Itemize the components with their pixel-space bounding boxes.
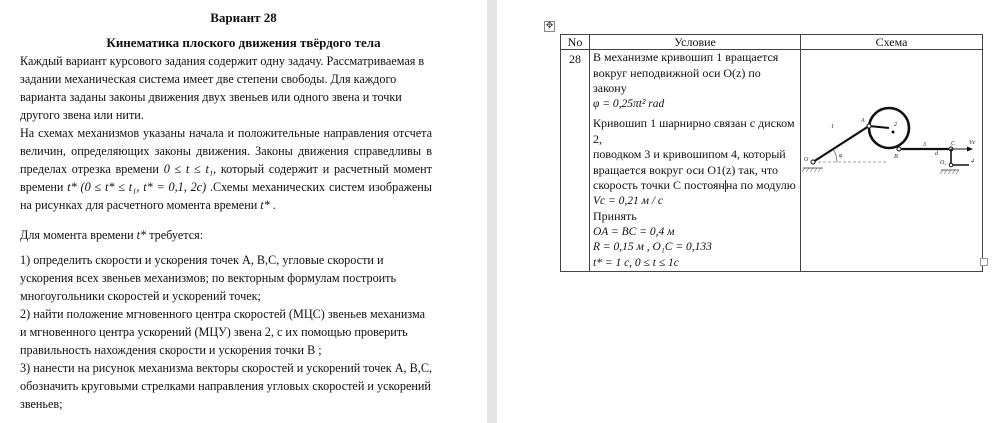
mechanism-diagram xyxy=(801,58,982,178)
schemes-text-post: .Схемы механических систем изображены на рисунках для расчетного момента времени xyxy=(20,180,432,212)
joint-a xyxy=(867,124,871,128)
moment-text-pre: Для момента времени xyxy=(20,228,137,242)
document-page-left xyxy=(0,0,487,423)
task-item-2: 2) найти положение мгновенного центра скоростей (МЦС) звеньев механизма и мгновенного центра ускорений (МЦУ) звена 2, с их помощью проверить правильность нахождения скорости и ускорения точки В ; xyxy=(20,307,426,357)
condition-line-6 xyxy=(590,178,800,194)
label-point-b: B xyxy=(894,154,898,160)
disk-center xyxy=(892,131,895,134)
link-a-disk xyxy=(869,126,889,128)
label-disk-2: 2 xyxy=(894,122,897,128)
label-crank-1: 1 xyxy=(831,124,834,130)
row-number: 28 xyxy=(561,50,590,272)
label-point-a: A xyxy=(861,118,865,124)
moment-symbol: t* . xyxy=(260,198,276,212)
pivot-o1 xyxy=(949,163,953,167)
label-crank-4: 4 xyxy=(971,159,974,165)
condition-line-6a: скорость точки С постоян xyxy=(593,178,725,192)
moment-t-symbol: t* xyxy=(136,228,147,242)
label-phi: φ xyxy=(839,153,843,159)
dimensions-formula-1: OA = BC = 0,4 м xyxy=(593,225,675,238)
label-o1: O₁ xyxy=(940,160,947,166)
intro-paragraph: Каждый вариант курсового задания содержит одну задачу. Рассматриваемая в задании механическая система имеет две степени свободы. Для каждого варианта заданы законы движения двух звеньев или одного звена и точки другого звена или нити. xyxy=(20,54,425,122)
ground-hatch-o xyxy=(802,168,821,172)
table-resize-handle-icon[interactable] xyxy=(980,258,988,266)
schemes-paragraph xyxy=(20,124,432,214)
dimensions-formula-2: R = 0,15 м , O₁C = 0,133 xyxy=(593,241,712,253)
label-origin: O xyxy=(804,157,809,163)
accept-label: Принять xyxy=(593,209,637,223)
condition-line-5: вращается вокруг оси O1(z) так, что xyxy=(593,162,778,177)
time-interval-formula: 0 ≤ t ≤ t₁ xyxy=(163,162,214,176)
document-page-right xyxy=(497,0,1000,423)
condition-line-1: В механизме кривошип 1 вращается xyxy=(593,50,779,64)
condition-line-2: вокруг неподвижной оси O(z) по закону xyxy=(593,65,761,95)
motion-law-formula: φ = 0,25πt² rad xyxy=(593,97,665,110)
condition-line-4: поводком 3 и кривошипом 4, который xyxy=(593,147,786,161)
scheme-cell xyxy=(801,50,983,272)
label-vc: Vc xyxy=(969,140,976,146)
velocity-c-arrowhead xyxy=(967,147,973,152)
label-rod-3: 3 xyxy=(923,142,926,148)
schemes-text-pre: На схемах механизмов указаны начала и положительные направления отсчета величин, определяющих законы движения. Законы движения справедливы в пределах отрезка времени xyxy=(20,126,432,176)
task-item-3: 3) нанести на рисунок механизма векторы скоростей и ускорений точек А, В,С, обозначить круговыми стрелками направления угловых скоростей и ускорений звеньев; xyxy=(20,361,432,411)
moment-paragraph xyxy=(20,226,432,244)
label-d: d xyxy=(935,151,938,157)
task-table xyxy=(560,34,983,272)
table-row xyxy=(561,50,983,272)
condition-line-6b: на по модулю xyxy=(725,178,796,192)
ground-hatch-o1 xyxy=(940,170,959,174)
header-condition: Условие xyxy=(590,35,801,50)
variant-title: Вариант 28 xyxy=(210,10,277,25)
section-title: Кинематика плоского движения твёрдого тела xyxy=(106,35,381,50)
time-formula: t* = 1 с, 0 ≤ t ≤ 1с xyxy=(593,256,679,269)
phi-arc xyxy=(833,149,837,162)
joint-b xyxy=(897,147,901,151)
table-header-row xyxy=(561,35,983,50)
table-move-handle-icon[interactable]: ✥ xyxy=(545,21,554,31)
condition-line-3: Кривошип 1 шарнирно связан с диском 2, xyxy=(593,116,795,146)
header-scheme: Схема xyxy=(801,35,983,50)
moment-text-post: требуется: xyxy=(146,228,204,242)
moment-formula: t* (0 ≤ t* ≤ t₁, t* = 0,1, 2c) xyxy=(67,180,207,194)
task-item-1: 1) определить скорости и ускорения точек А, В,С, угловые скорости и ускорения всех звеньев механизмов; по векторным формулам построить многоугольники скоростей и ускорений точек; xyxy=(20,253,397,303)
condition-cell[interactable] xyxy=(590,50,801,272)
label-point-c: C xyxy=(951,141,956,147)
velocity-c-formula: Vc = 0,21 м / с xyxy=(593,194,664,207)
pivot-o xyxy=(811,160,815,164)
schemes-text-mid: , который содержит и расчетный момент времени xyxy=(20,162,432,194)
header-no: No xyxy=(561,35,590,50)
